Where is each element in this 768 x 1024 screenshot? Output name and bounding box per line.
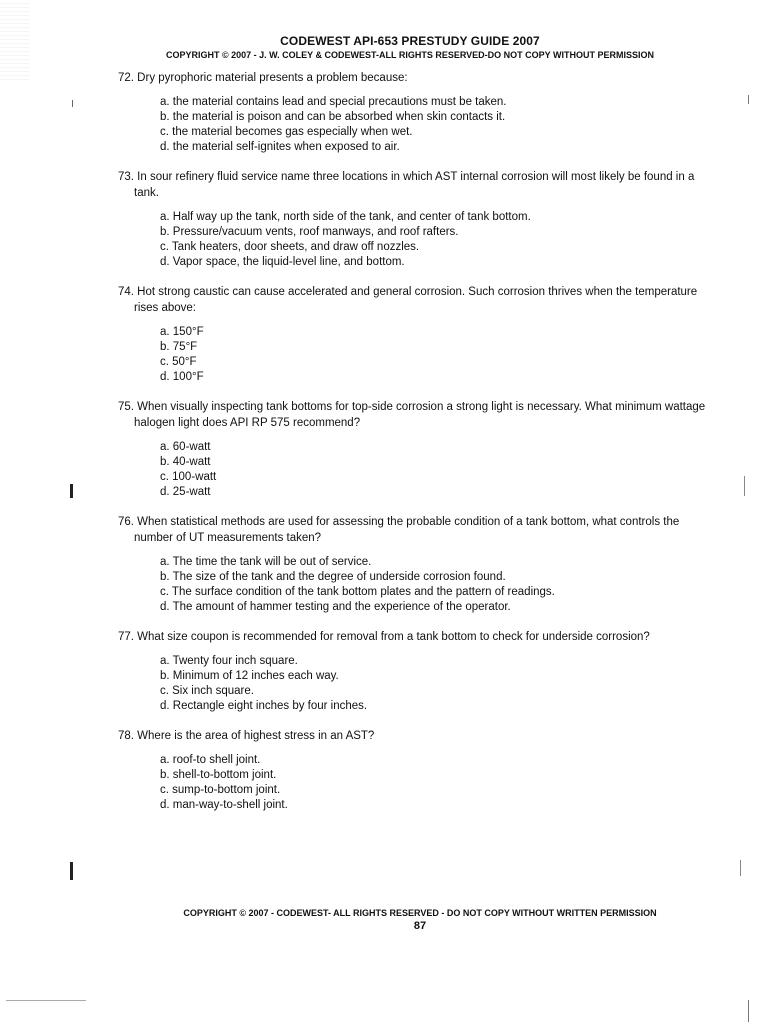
question-76 [118,514,718,615]
answer-option: b. Pressure/vacuum vents, roof manways, and roof rafters. [160,226,459,238]
answer-option: b. 75°F [160,341,198,353]
question-text: 78. Where is the area of highest stress in an AST? [118,730,375,742]
answer-list [160,753,718,813]
answer-option: a. Half way up the tank, north side of the tank, and center of tank bottom. [160,211,531,223]
answer-option: a. The time the tank will be out of service. [160,556,372,568]
answer-option: d. man-way-to-shell joint. [160,799,288,811]
answer-option: c. The surface condition of the tank bottom plates and the pattern of readings. [160,586,555,598]
page-footer [0,908,768,932]
page-header [0,34,768,60]
answer-option: c. Tank heaters, door sheets, and draw off nozzles. [160,241,420,253]
answer-option: a. 60-watt [160,441,211,453]
answer-option: a. Twenty four inch square. [160,655,298,667]
scan-mark [70,862,73,880]
question-text: 77. What size coupon is recommended for removal from a tank bottom to check for underside corrosion? [118,631,650,643]
answer-option: d. The amount of hammer testing and the experience of the operator. [160,601,511,613]
scan-mark [72,100,73,107]
answer-list [160,555,718,615]
answer-option: c. sump-to-bottom joint. [160,784,281,796]
footer-copyright: COPYRIGHT © 2007 - CODEWEST- ALL RIGHTS RESERVED - DO NOT COPY WITHOUT WRITTEN PERMISSION [183,908,657,918]
question-text: 76. When statistical methods are used for assessing the probable condition of a tank bottom, what controls the number of UT measurements taken? [118,516,680,544]
answer-option: b. shell-to-bottom joint. [160,769,277,781]
question-78 [118,728,718,813]
answer-option: b. Minimum of 12 inches each way. [160,670,339,682]
answer-list [160,440,718,500]
question-text: 72. Dry pyrophoric material presents a problem because: [118,72,408,84]
answer-option: c. 100-watt [160,471,217,483]
document-title: CODEWEST API-653 PRESTUDY GUIDE 2007 [280,34,540,48]
answer-list [160,95,718,155]
answer-option: b. 40-watt [160,456,211,468]
answer-list [160,654,718,714]
answer-option: b. the material is poison and can be absorbed when skin contacts it. [160,111,506,123]
question-text: 75. When visually inspecting tank bottoms for top-side corrosion a strong light is necessary. What minimum wattage halogen light does API RP 575 recommend? [118,401,706,429]
scan-mark [744,476,745,496]
answer-option: b. The size of the tank and the degree of underside corrosion found. [160,571,506,583]
question-72 [118,70,718,155]
question-73 [118,169,718,270]
answer-option: d. 25-watt [160,486,211,498]
question-text: 74. Hot strong caustic can cause accelerated and general corrosion. Such corrosion thrives when the temperature rises above: [118,286,698,314]
scan-mark [748,95,749,104]
scan-mark [740,860,741,876]
question-list [118,70,718,827]
question-text: 73. In sour refinery fluid service name three locations in which AST internal corrosion will most likely be found in a tank. [118,171,695,199]
page-number: 87 [413,920,427,932]
answer-option: d. Rectangle eight inches by four inches. [160,700,368,712]
answer-option: c. 50°F [160,356,197,368]
scan-mark [748,1000,749,1022]
answer-option: a. the material contains lead and special precautions must be taken. [160,96,507,108]
answer-list [160,325,718,385]
answer-option: c. the material becomes gas especially when wet. [160,126,413,138]
question-75 [118,399,718,500]
header-copyright: COPYRIGHT © 2007 - J. W. COLEY & CODEWEST-ALL RIGHTS RESERVED-DO NOT COPY WITHOUT PERMISSION [165,50,655,60]
answer-list [160,210,718,270]
answer-option: d. 100°F [160,371,204,383]
scan-mark [70,484,73,498]
question-77 [118,629,718,714]
answer-option: a. 150°F [160,326,204,338]
question-74 [118,284,718,385]
answer-option: a. roof-to shell joint. [160,754,261,766]
answer-option: d. the material self-ignites when exposed to air. [160,141,400,153]
answer-option: d. Vapor space, the liquid-level line, and bottom. [160,256,405,268]
answer-option: c. Six inch square. [160,685,254,697]
scan-artifact [6,1000,86,1001]
